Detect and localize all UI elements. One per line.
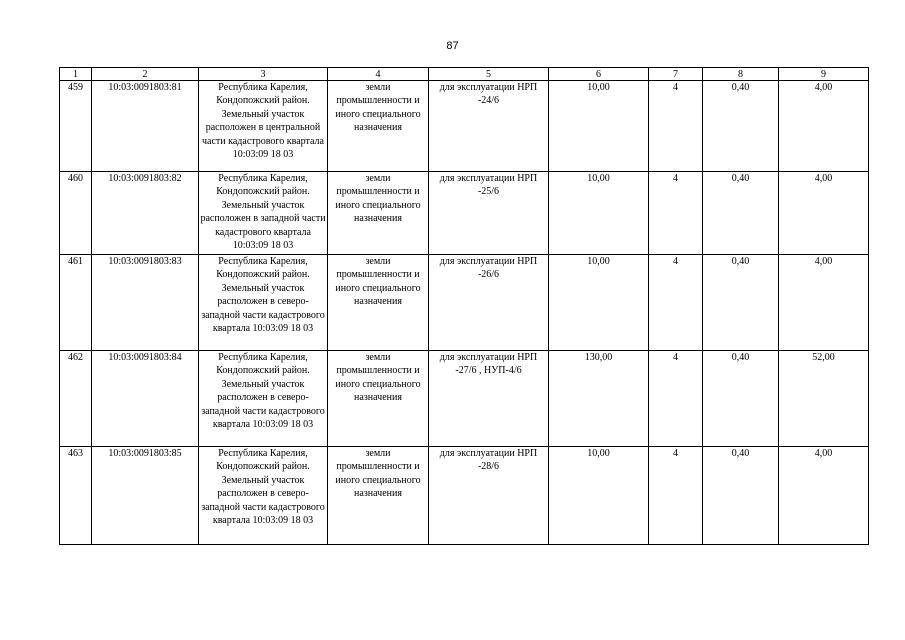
row-number: 463 — [60, 447, 92, 545]
cell-col7: 4 — [649, 172, 703, 255]
cell-col9: 4,00 — [779, 255, 869, 351]
header-cell: 4 — [328, 68, 429, 81]
cell-col7: 4 — [649, 81, 703, 172]
cadastral-number: 10:03:0091803:85 — [92, 447, 199, 545]
row-number: 461 — [60, 255, 92, 351]
header-cell: 7 — [649, 68, 703, 81]
land-category: земли промышленности и иного специального назначения — [328, 351, 429, 447]
header-cell: 3 — [199, 68, 328, 81]
cell-col9: 4,00 — [779, 172, 869, 255]
land-category: земли промышленности и иного специального назначения — [328, 447, 429, 545]
cell-col6: 130,00 — [549, 351, 649, 447]
plot-purpose: для эксплуатации НРП -28/6 — [429, 447, 549, 545]
plot-location: Республика Карелия, Кондопожский район. Земельный участок расположен в северо-западной части кадастрового квартала 10:03:09 18 03 — [199, 447, 328, 545]
cell-col9: 52,00 — [779, 351, 869, 447]
cell-col6: 10,00 — [549, 255, 649, 351]
land-category: земли промышленности и иного специального назначения — [328, 172, 429, 255]
cell-col9: 4,00 — [779, 81, 869, 172]
row-number: 462 — [60, 351, 92, 447]
cadastral-number: 10:03:0091803:83 — [92, 255, 199, 351]
table-row — [60, 172, 869, 255]
plot-purpose: для эксплуатации НРП -24/6 — [429, 81, 549, 172]
row-number: 459 — [60, 81, 92, 172]
plot-purpose: для эксплуатации НРП -27/6 , НУП-4/6 — [429, 351, 549, 447]
cell-col9: 4,00 — [779, 447, 869, 545]
land-category: земли промышленности и иного специального назначения — [328, 81, 429, 172]
land-plot-table — [59, 67, 869, 545]
table-row — [60, 255, 869, 351]
table-row — [60, 447, 869, 545]
plot-location: Республика Карелия, Кондопожский район. Земельный участок расположен в северо-западной части кадастрового квартала 10:03:09 18 03 — [199, 255, 328, 351]
header-cell: 8 — [703, 68, 779, 81]
plot-location: Республика Карелия, Кондопожский район. Земельный участок расположен в западной части кадастрового квартала 10:03:09 18 03 — [199, 172, 328, 255]
cell-col8: 0,40 — [703, 172, 779, 255]
header-cell: 5 — [429, 68, 549, 81]
header-cell: 1 — [60, 68, 92, 81]
plot-purpose: для эксплуатации НРП -26/6 — [429, 255, 549, 351]
cell-col6: 10,00 — [549, 447, 649, 545]
cell-col8: 0,40 — [703, 255, 779, 351]
cell-col7: 4 — [649, 447, 703, 545]
plot-location: Республика Карелия, Кондопожский район. Земельный участок расположен в северо-западной части кадастрового квартала 10:03:09 18 03 — [199, 351, 328, 447]
row-number: 460 — [60, 172, 92, 255]
cell-col6: 10,00 — [549, 81, 649, 172]
plot-location: Республика Карелия, Кондопожский район. Земельный участок расположен в центральной части кадастрового квартала 10:03:09 18 03 — [199, 81, 328, 172]
cadastral-number: 10:03:0091803:81 — [92, 81, 199, 172]
cadastral-number: 10:03:0091803:82 — [92, 172, 199, 255]
cell-col8: 0,40 — [703, 351, 779, 447]
cadastral-number: 10:03:0091803:84 — [92, 351, 199, 447]
cell-col6: 10,00 — [549, 172, 649, 255]
header-cell: 6 — [549, 68, 649, 81]
page-number: 87 — [446, 40, 459, 52]
cell-col7: 4 — [649, 255, 703, 351]
plot-purpose: для эксплуатации НРП -25/6 — [429, 172, 549, 255]
cell-col8: 0,40 — [703, 81, 779, 172]
table-row — [60, 81, 869, 172]
table-row — [60, 351, 869, 447]
cell-col8: 0,40 — [703, 447, 779, 545]
land-category: земли промышленности и иного специального назначения — [328, 255, 429, 351]
header-row — [60, 68, 869, 81]
cell-col7: 4 — [649, 351, 703, 447]
header-cell: 2 — [92, 68, 199, 81]
header-cell: 9 — [779, 68, 869, 81]
